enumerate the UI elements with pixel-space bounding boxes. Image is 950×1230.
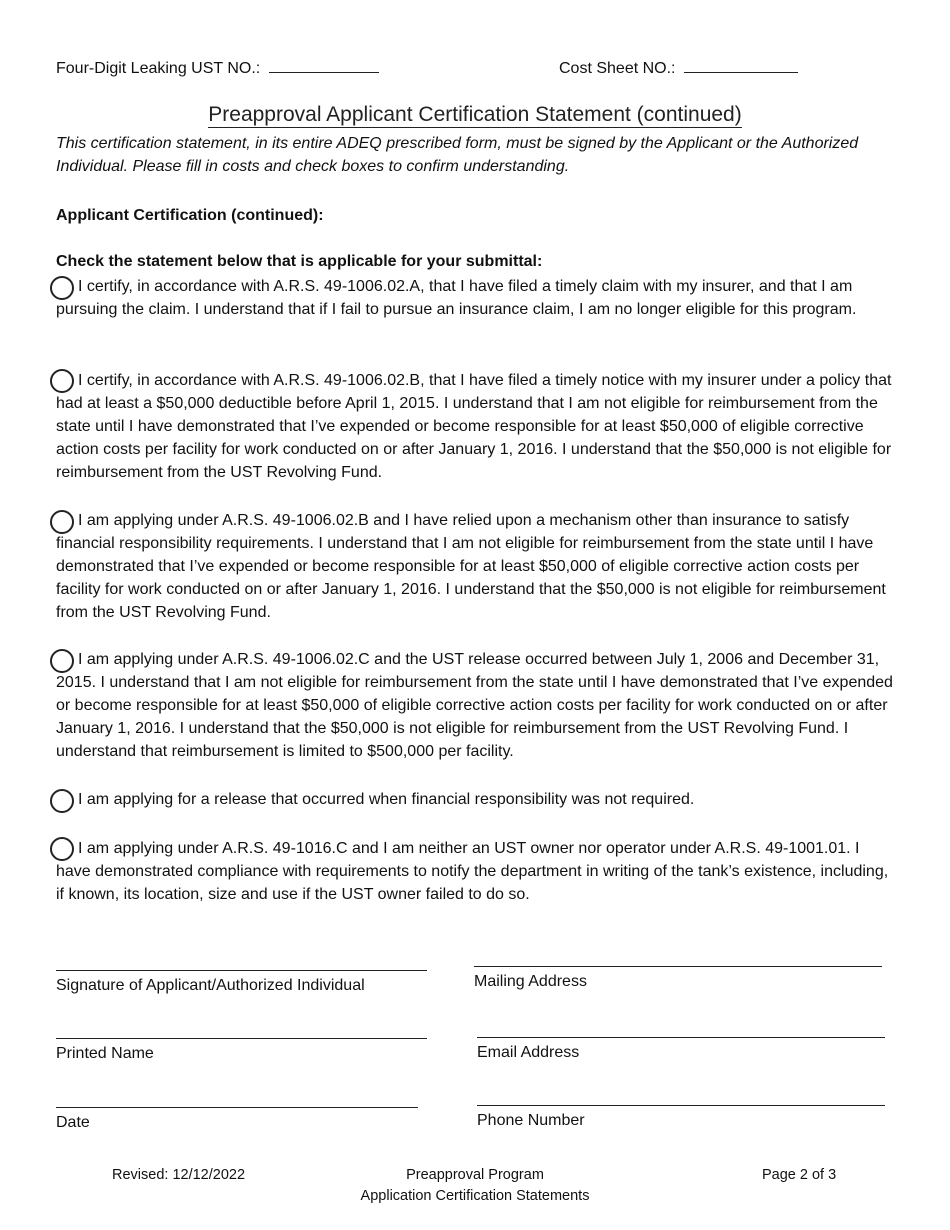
intro-text: This certification statement, in its entire ADEQ prescribed form, must be signed by the Applicant or the Authorized Individual. Please fill in costs and check boxes to confirm understanding. [56, 135, 859, 175]
instruction-text: Check the statement below that is applicable for your submittal: [56, 253, 543, 270]
mailing-address-label: Mailing Address [474, 973, 587, 990]
phone-line[interactable] [477, 1105, 885, 1106]
ust-number-label: Four-Digit Leaking UST NO.: [56, 60, 261, 77]
footer-page-number: Page 2 of 3 [762, 1167, 837, 1183]
phone-label: Phone Number [477, 1112, 585, 1129]
page-title: Preapproval Applicant Certification Statement (continued) [208, 103, 742, 126]
date-label: Date [56, 1114, 90, 1131]
option-text-4: I am applying under A.R.S. 49-1006.02.C and the UST release occurred between July 1, 2006 and December 31, 2015. I understand that I am not eligible for reimbursement from the state until I have demonstrated that I’ve expended or become responsible for at least $50,000 of eligible corrective action costs per facility for work conducted on or after January 1, 2016. I understand that the $50,000 is not eligible for reimbursement from the UST Revolving Fund. I understand that reimbursement is limited to $500,000 per facility. [56, 651, 893, 760]
cost-sheet-label: Cost Sheet NO.: [559, 60, 676, 77]
option-text-2: I certify, in accordance with A.R.S. 49-1006.02.B, that I have filed a timely notice with my insurer under a policy that had at least a $50,000 deductible before April 1, 2015. I understand that I am not eligible for reimbursement from the state until I have demonstrated that I’ve expended or become responsible for at least $50,000 of eligible corrective action costs per facility for work conducted on or after January 1, 2016. I understand that the $50,000 is not eligible for reimbursement from the UST Revolving Fund. [56, 372, 892, 481]
date-line[interactable] [56, 1107, 418, 1108]
option-text-5: I am applying for a release that occurred when financial responsibility was not required. [78, 791, 695, 808]
ust-number-field[interactable] [269, 58, 379, 73]
cost-sheet-row [559, 58, 798, 78]
ust-number-row [56, 58, 379, 78]
footer-revised: Revised: 12/12/2022 [112, 1167, 246, 1183]
footer-program: Preapproval Program [406, 1167, 544, 1183]
signature-label: Signature of Applicant/Authorized Individual [56, 977, 365, 994]
signature-line[interactable] [56, 970, 427, 971]
option-text-1: I certify, in accordance with A.R.S. 49-1006.02.A, that I have filed a timely claim with my insurer, and that I am pursuing the claim. I understand that if I fail to pursue an insurance claim, I am no longer eligible for this program. [56, 278, 857, 318]
mailing-address-line[interactable] [474, 966, 882, 967]
email-line[interactable] [477, 1037, 885, 1038]
printed-name-line[interactable] [56, 1038, 427, 1039]
printed-name-label: Printed Name [56, 1045, 154, 1062]
option-text-3: I am applying under A.R.S. 49-1006.02.B and I have relied upon a mechanism other than insurance to satisfy financial responsibility requirements. I understand that I am not eligible for reimbursement from the state until I have demonstrated that I’ve expended or become responsible for at least $50,000 of eligible corrective action costs per facility for work conducted on or after January 1, 2016. I understand that the $50,000 is not eligible for reimbursement from the UST Revolving Fund. [56, 512, 886, 621]
cost-sheet-field[interactable] [684, 58, 798, 73]
footer-subtitle: Application Certification Statements [360, 1188, 590, 1204]
email-label: Email Address [477, 1044, 580, 1061]
section-heading: Applicant Certification (continued): [56, 207, 324, 224]
option-text-6: I am applying under A.R.S. 49-1016.C and I am neither an UST owner nor operator under A.R.S. 49-1001.01. I have demonstrated compliance with requirements to notify the department in writing of the tank’s existence, including, if known, its location, size and use if the UST owner failed to do so. [56, 840, 889, 903]
